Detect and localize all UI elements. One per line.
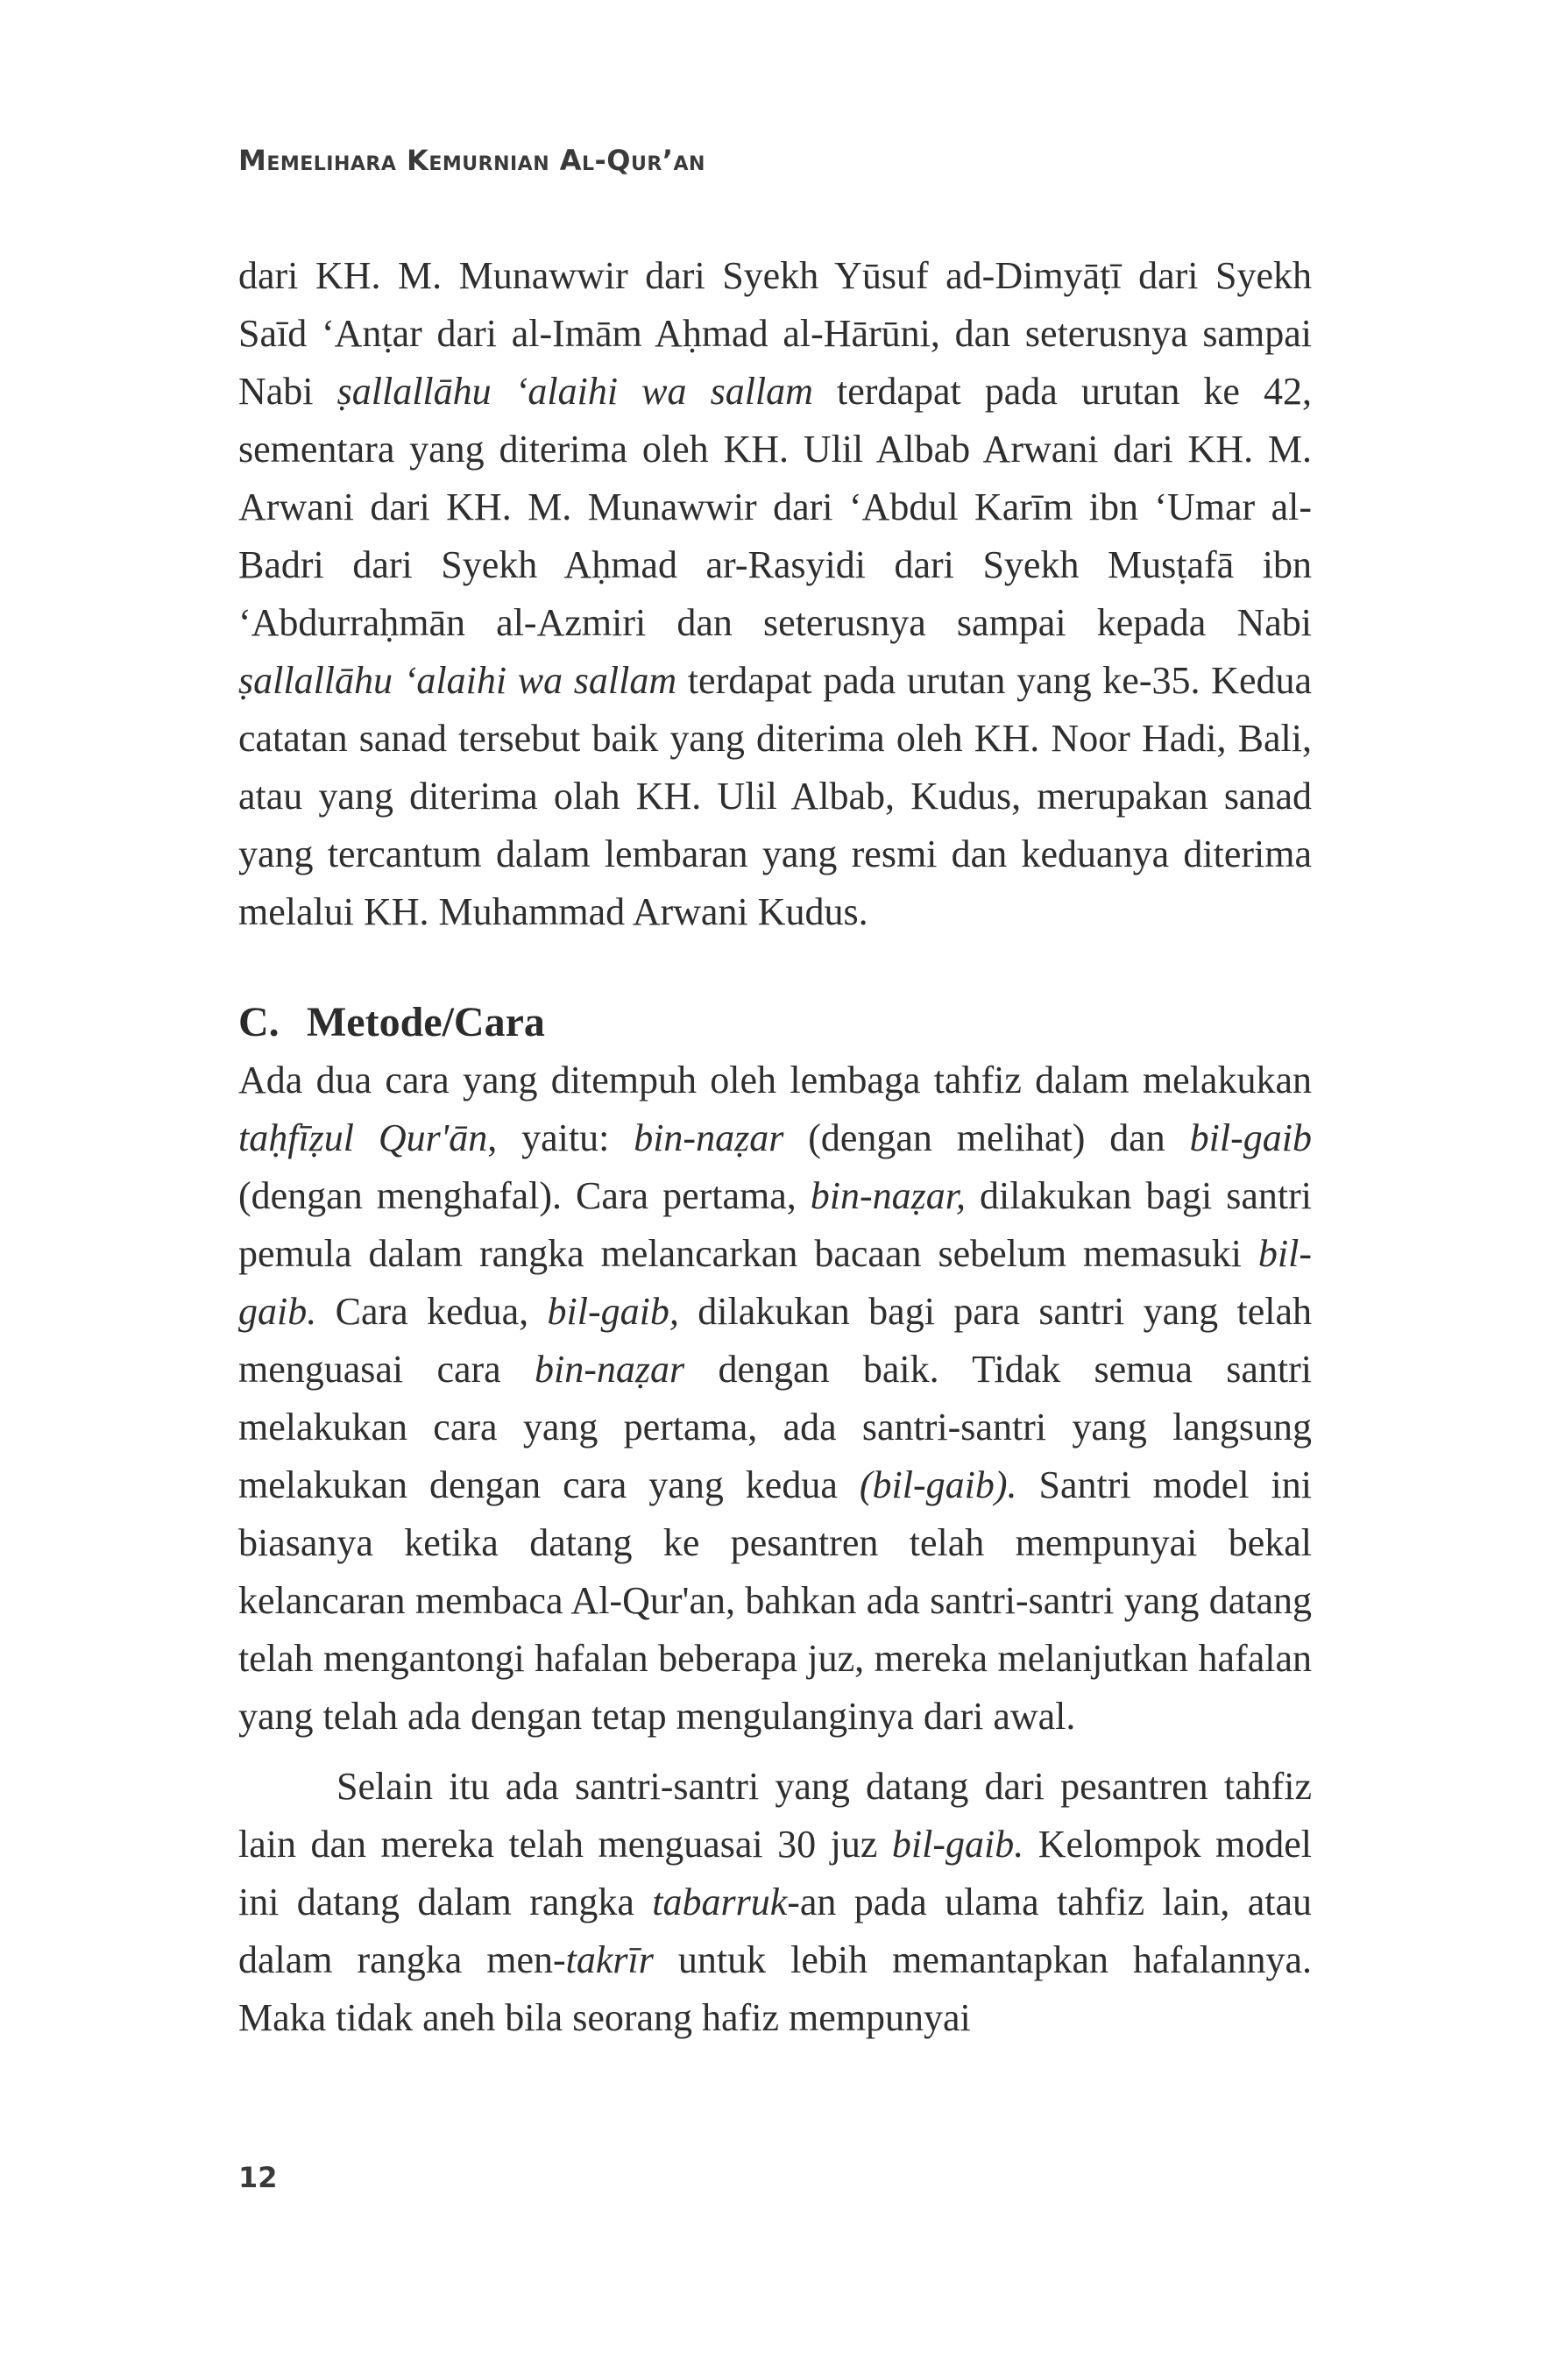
page-number: 12 <box>238 2161 278 2194</box>
paragraph-methods: Ada dua cara yang ditempuh oleh lembaga tahfiz dalam melakukan taḥfīẓul Qur'ān, yaitu: bin-naẓar (dengan melihat) dan bil-gaib (dengan menghafal). Cara pertama, bin-naẓar, dilakukan bagi santri pemula dalam rangka melancarkan bacaan sebelum memasuki bil-gaib. Cara kedua, bil-gaib, dilakukan bagi para santri yang telah menguasai cara bin-naẓar dengan baik. Tidak semua santri melakukan cara yang pertama, ada santri-santri yang langsung melakukan dengan cara yang kedua (bil-gaib). Santri model ini biasanya ketika datang ke pesantren telah mempunyai bekal kelancaran membaca Al-Qur'an, bahkan ada santri-santri yang datang telah mengantongi hafalan beberapa juz, mereka melanjutkan hafalan yang telah ada dengan tetap mengulanginya dari awal. <box>238 1059 1313 1738</box>
page-body <box>238 247 1312 2047</box>
running-header: Memelihara Kemurnian Al-Qur’an <box>238 144 705 177</box>
section-letter: C. <box>238 999 280 1045</box>
section-title: Metode/Cara <box>307 999 545 1045</box>
paragraph-sanad: dari KH. M. Munawwir dari Syekh Yūsuf ad-Dimyāṭī dari Syekh Saīd ‘Anṭar dari al-Imām Aḥmad al-Hārūni, dan seterusnya sampai Nabi ṣallallāhu ‘alaihi wa sallam terdapat pada urutan ke 42, sementara yang diterima oleh KH. Ulil Albab Arwani dari KH. M. Arwani dari KH. M. Munawwir dari ‘Abdul Karīm ibn ‘Umar al-Badri dari Syekh Aḥmad ar-Rasyidi dari Syekh Musṭafā ibn ‘Abdurraḥmān al-Azmiri dan seterusnya sampai kepada Nabi ṣallallāhu ‘alaihi wa sallam terdapat pada urutan yang ke-35. Kedua catatan sanad tersebut baik yang diterima oleh KH. Noor Hadi, Bali, atau yang diterima olah KH. Ulil Albab, Kudus, merupakan sanad yang tercantum dalam lembaran yang resmi dan keduanya diterima melalui KH. Muhammad Arwani Kudus. <box>238 254 1313 933</box>
paragraph-tabarruk: Selain itu ada santri-santri yang datang dari pesantren tahfiz lain dan mereka telah menguasai 30 juz bil-gaib. Kelompok model ini datang dalam rangka tabarruk-an pada ulama tahfiz lain, atau dalam rangka men-takrīr untuk lebih memantapkan hafalannya. Maka tidak aneh bila seorang hafiz mempunyai <box>238 1765 1313 2039</box>
section-heading <box>238 994 1312 1052</box>
